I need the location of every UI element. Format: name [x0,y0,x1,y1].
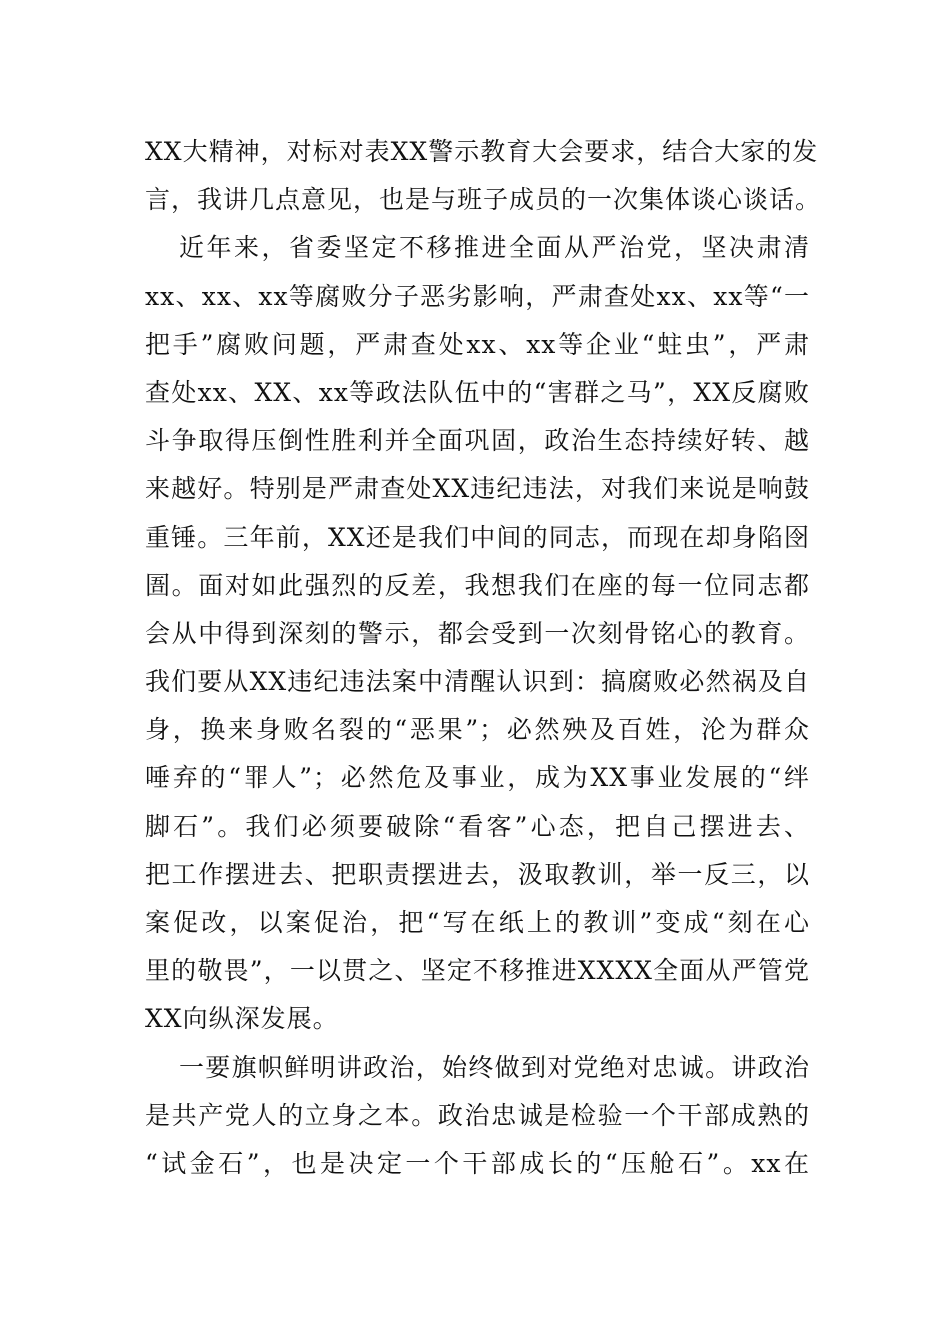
text-line: 言，我讲几点意见，也是与班子成员的一次集体谈心谈话。 [145,185,822,215]
text-line: 把工作摆进去、把职责摆进去，汲取教训，举一反三，以 [145,859,810,889]
text-line: 查处xx、XX、xx等政法队伍中的“害群之马”，XX反腐败 [145,377,810,407]
paragraph-3 [145,1044,810,1189]
paragraph-2 [145,224,810,1043]
text-line: 圄。面对如此强烈的反差，我想我们在座的每一位同志都 [145,570,810,600]
text-line: xx、xx、xx等腐败分子恶劣影响，严肃查处xx、xx等“一 [145,281,810,311]
text-line: 是共产党人的立身之本。政治忠诚是检验一个干部成熟的 [145,1100,810,1130]
text-line: 里的敬畏”，一以贯之、坚定不移推进XXXX全面从严管党 [145,956,810,986]
text-line: XX大精神，对标对表XX警示教育大会要求，结合大家的发 [145,137,819,166]
paragraph-1 [145,128,822,224]
text-line: 近年来，省委坚定不移推进全面从严治党，坚决肃清 [179,233,810,263]
text-line: 会从中得到深刻的警示，都会受到一次刻骨铭心的教育。 [145,618,810,648]
text-line: 脚石”。我们必须要破除“看客”心态，把自己摆进去、 [145,811,810,841]
text-line: 把手”腐败问题，严肃查处xx、xx等企业“蛀虫”，严肃 [145,329,810,359]
text-line: XX向纵深发展。 [145,1004,339,1034]
text-line: 斗争取得压倒性胜利并全面巩固，政治生态持续好转、越 [145,426,810,456]
text-line: 一要旗帜鲜明讲政治，始终做到对党绝对忠诚。讲政治 [179,1052,810,1082]
text-line: 我们要从XX违纪违法案中清醒认识到：搞腐败必然祸及自 [145,667,810,697]
text-line: 案促改，以案促治，把“写在纸上的教训”变成“刻在心 [145,908,810,937]
text-line: 身，换来身败名裂的“恶果”；必然殃及百姓，沦为群众 [145,715,810,745]
text-line: 来越好。特别是严肃查处XX违纪违法，对我们来说是响鼓 [145,474,810,504]
text-line: 重锤。三年前，XX还是我们中间的同志，而现在却身陷囹 [145,522,810,552]
document-body [145,128,822,1188]
text-line: “试金石”，也是决定一个干部成长的“压舱石”。xx在 [145,1148,810,1178]
text-line: 唾弃的“罪人”；必然危及事业，成为XX事业发展的“绊 [145,763,810,793]
